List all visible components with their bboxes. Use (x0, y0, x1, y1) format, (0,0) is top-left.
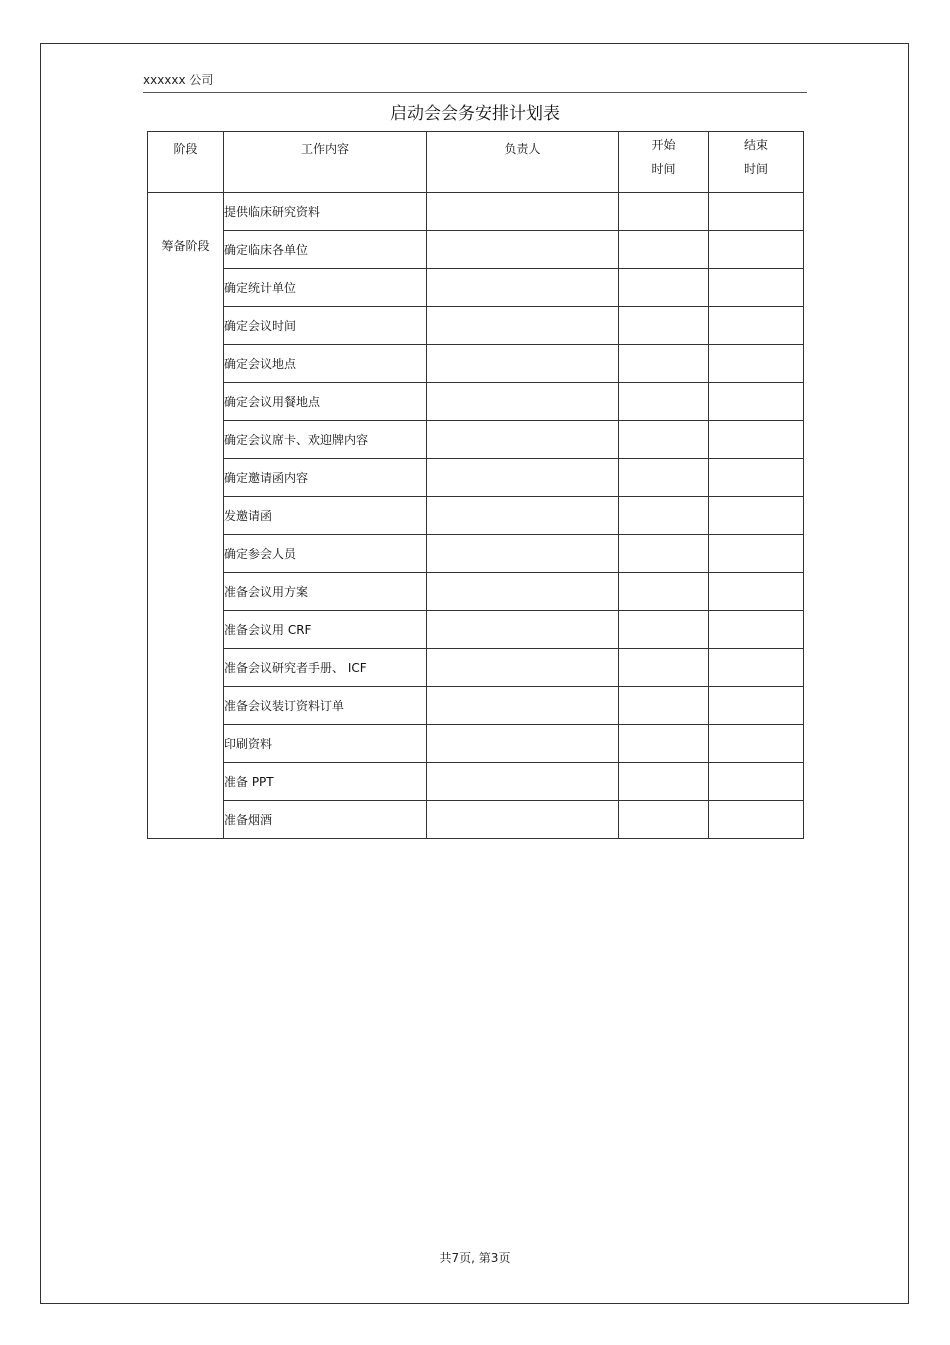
owner-cell (427, 763, 619, 801)
column-header-start-line1: 开始 (651, 138, 676, 152)
start-cell (619, 421, 709, 459)
owner-cell (427, 345, 619, 383)
company-name: xxxxxx 公司 (143, 73, 214, 87)
start-cell (619, 383, 709, 421)
task-cell: 印刷资料 (224, 725, 427, 763)
start-cell (619, 801, 709, 839)
table-row (148, 611, 804, 649)
table-row (148, 497, 804, 535)
end-cell (709, 459, 804, 497)
task-cell: 发邀请函 (224, 497, 427, 535)
owner-cell (427, 307, 619, 345)
end-cell (709, 497, 804, 535)
start-cell (619, 763, 709, 801)
end-cell (709, 231, 804, 269)
column-header-end (709, 132, 804, 193)
start-cell (619, 649, 709, 687)
task-cell: 准备烟酒 (224, 801, 427, 839)
table-row (148, 649, 804, 687)
task-cell: 确定参会人员 (224, 535, 427, 573)
table-row (148, 573, 804, 611)
table-row (148, 193, 804, 231)
start-cell (619, 231, 709, 269)
end-cell (709, 345, 804, 383)
stage-label: 筹备阶段 (161, 239, 210, 253)
start-cell (619, 269, 709, 307)
owner-cell (427, 193, 619, 231)
owner-cell (427, 421, 619, 459)
owner-cell (427, 383, 619, 421)
table-row (148, 459, 804, 497)
document-title: 启动会会务安排计划表 (390, 104, 560, 124)
table-row (148, 269, 804, 307)
start-cell (619, 497, 709, 535)
task-cell: 准备会议研究者手册、 ICF (224, 649, 427, 687)
task-cell: 提供临床研究资料 (224, 193, 427, 231)
table-row (148, 383, 804, 421)
end-cell (709, 535, 804, 573)
end-cell (709, 725, 804, 763)
table-header-row (148, 132, 804, 193)
owner-cell (427, 649, 619, 687)
column-header-task-label: 工作内容 (300, 142, 349, 156)
task-cell: 准备会议装订资料订单 (224, 687, 427, 725)
start-cell (619, 535, 709, 573)
end-cell (709, 801, 804, 839)
stage-cell (148, 193, 224, 839)
end-cell (709, 193, 804, 231)
end-cell (709, 421, 804, 459)
owner-cell (427, 497, 619, 535)
end-cell (709, 269, 804, 307)
column-header-owner-label: 负责人 (504, 142, 541, 156)
table-row (148, 687, 804, 725)
table-row (148, 307, 804, 345)
column-header-end-line1: 结束 (743, 138, 768, 152)
owner-cell (427, 573, 619, 611)
end-cell (709, 611, 804, 649)
task-cell: 确定会议地点 (224, 345, 427, 383)
owner-cell (427, 535, 619, 573)
owner-cell (427, 611, 619, 649)
start-cell (619, 725, 709, 763)
task-cell: 准备会议用方案 (224, 573, 427, 611)
end-cell (709, 383, 804, 421)
start-cell (619, 307, 709, 345)
schedule-table (147, 131, 804, 839)
task-cell: 确定会议席卡、欢迎牌内容 (224, 421, 427, 459)
start-cell (619, 687, 709, 725)
owner-cell (427, 801, 619, 839)
end-cell (709, 763, 804, 801)
column-header-task (224, 132, 427, 193)
column-header-stage-label: 阶段 (173, 142, 198, 156)
column-header-stage (148, 132, 224, 193)
table-row (148, 231, 804, 269)
start-cell (619, 345, 709, 383)
table-row (148, 801, 804, 839)
owner-cell (427, 231, 619, 269)
table-row (148, 725, 804, 763)
column-header-owner (427, 132, 619, 193)
end-cell (709, 573, 804, 611)
page-number: 共7页, 第3页 (439, 1251, 511, 1265)
owner-cell (427, 269, 619, 307)
column-header-start (619, 132, 709, 193)
owner-cell (427, 725, 619, 763)
owner-cell (427, 687, 619, 725)
start-cell (619, 459, 709, 497)
end-cell (709, 687, 804, 725)
start-cell (619, 611, 709, 649)
column-header-start-line2: 时间 (651, 162, 676, 176)
task-cell: 确定会议用餐地点 (224, 383, 427, 421)
header-divider (143, 92, 807, 93)
start-cell (619, 573, 709, 611)
task-cell: 确定临床各单位 (224, 231, 427, 269)
table-row (148, 345, 804, 383)
column-header-end-line2: 时间 (743, 162, 768, 176)
table-row (148, 535, 804, 573)
task-cell: 确定邀请函内容 (224, 459, 427, 497)
task-cell: 准备会议用 CRF (224, 611, 427, 649)
table-body (148, 193, 804, 839)
end-cell (709, 307, 804, 345)
owner-cell (427, 459, 619, 497)
task-cell: 确定会议时间 (224, 307, 427, 345)
task-cell: 准备 PPT (224, 763, 427, 801)
table-row (148, 763, 804, 801)
task-cell: 确定统计单位 (224, 269, 427, 307)
table-row (148, 421, 804, 459)
end-cell (709, 649, 804, 687)
start-cell (619, 193, 709, 231)
